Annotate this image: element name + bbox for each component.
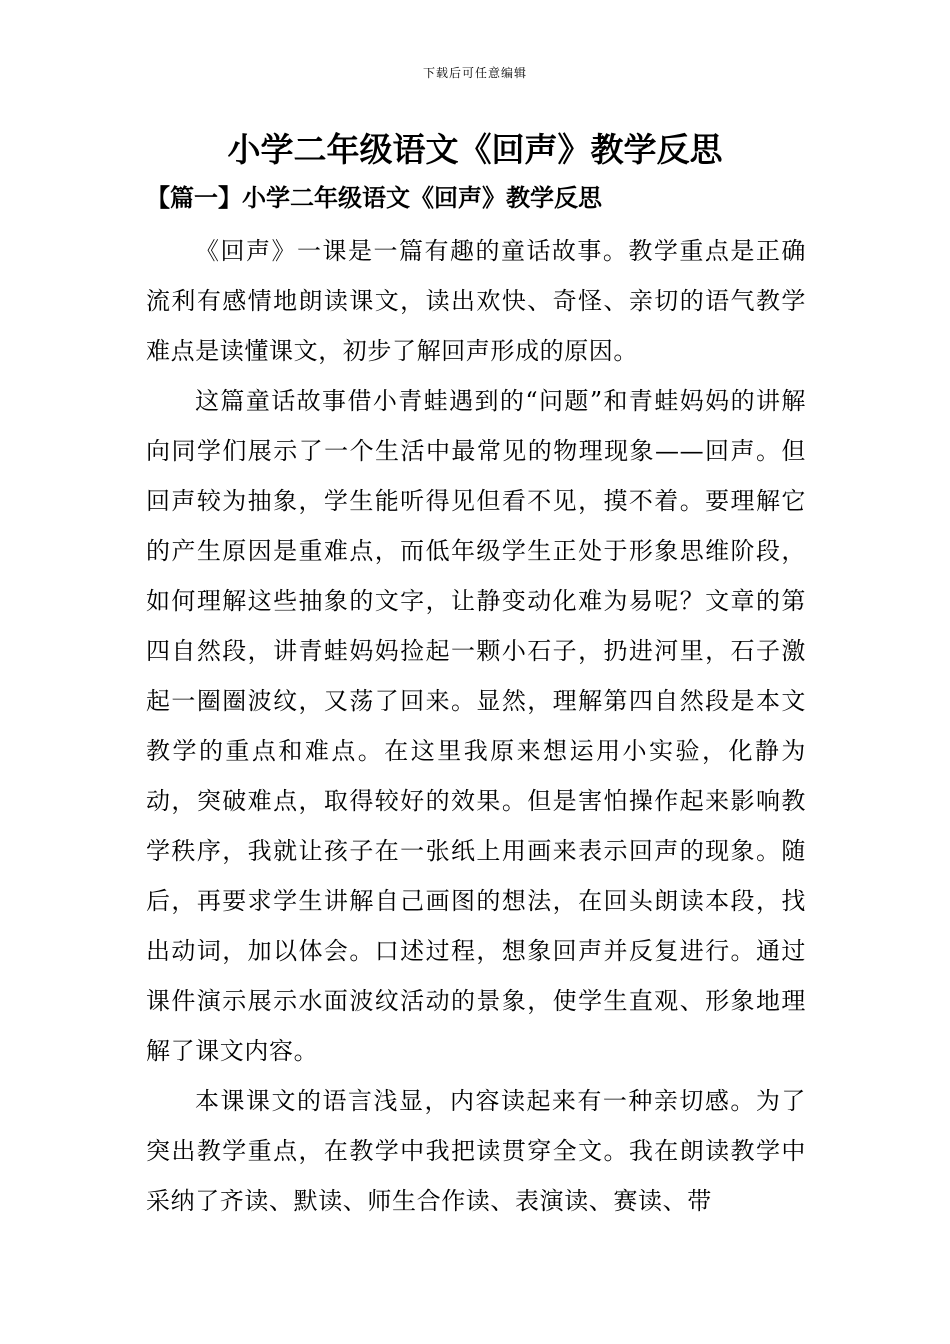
section-title: 【篇一】小学二年级语文《回声》教学反思 <box>146 183 602 212</box>
document-body <box>146 226 806 1226</box>
paragraph-1: 《回声》一课是一篇有趣的童话故事。教学重点是正确流利有感情地朗读课文，读出欢快、奇怪、亲切的语气教学难点是读懂课文，初步了解回声形成的原因。 <box>146 237 806 365</box>
paragraph-3: 本课课文的语言浅显，内容读起来有一种亲切感。为了突出教学重点，在教学中我把读贯穿全文。我在朗读教学中采纳了齐读、默读、师生合作读、表演读、赛读、带 <box>146 1087 806 1215</box>
header-note: 下载后可任意编辑 <box>422 66 527 80</box>
document-title: 小学二年级语文《回声》教学反思 <box>227 130 723 169</box>
paragraph-2: 这篇童话故事借小青蛙遇到的“问题”和青蛙妈妈的讲解向同学们展示了一个生活中最常见的物理现象——回声。但回声较为抽象，学生能听得见但看不见，摸不着。要理解它的产生原因是重难点，而低年级学生正处于形象思维阶段，如何理解这些抽象的文字，让静变动化难为易呢？文章的第四自然段，讲青蛙妈妈捡起一颗小石子，扔进河里，石子激起一圈圈波纹，又荡了回来。显然，理解第四自然段是本文教学的重点和难点。在这里我原来想运用小实验，化静为动，突破难点，取得较好的效果。但是害怕操作起来影响教学秩序，我就让孩子在一张纸上用画来表示回声的现象。随后，再要求学生讲解自己画图的想法，在回头朗读本段，找出动词，加以体会。口述过程，想象回声并反复进行。通过课件演示展示水面波纹活动的景象，使学生直观、形象地理解了课文内容。 <box>146 387 806 1065</box>
